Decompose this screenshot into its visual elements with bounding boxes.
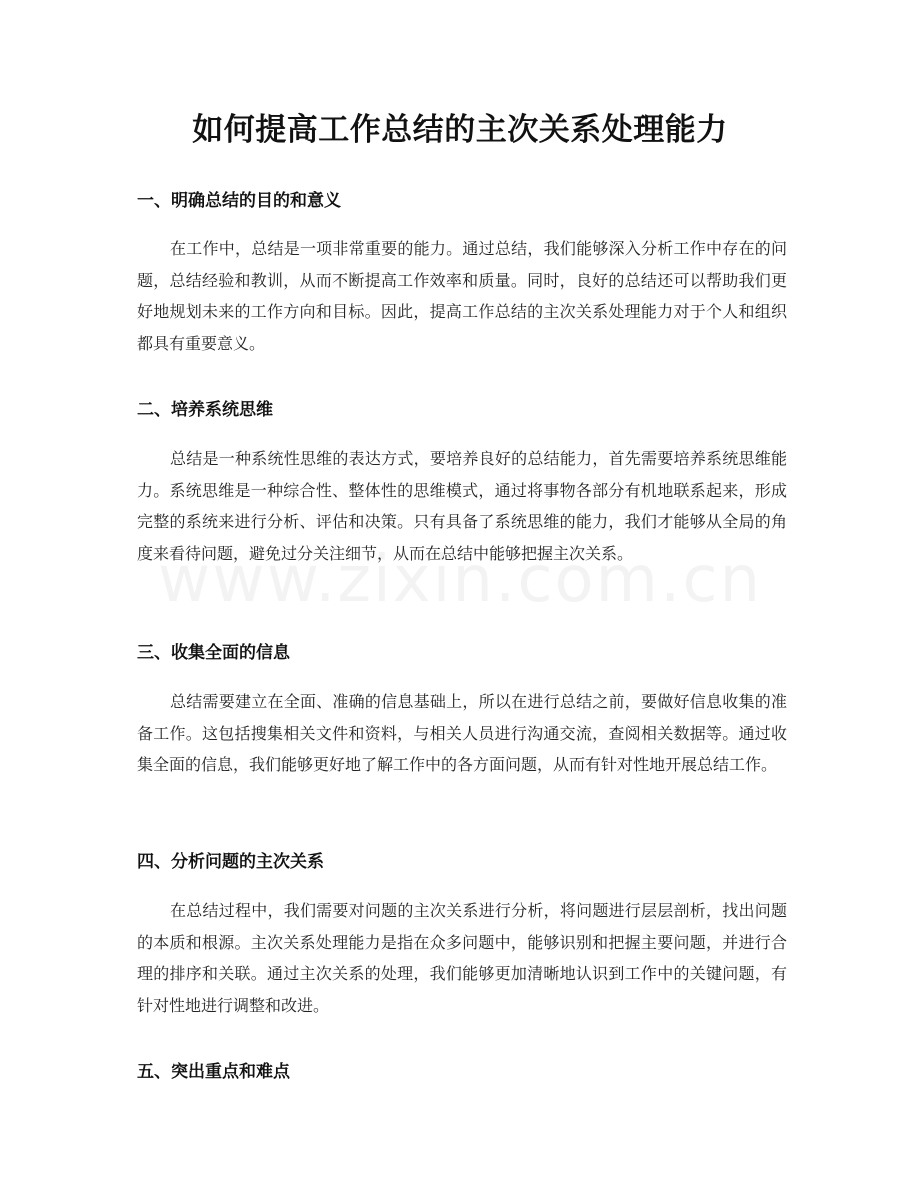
section-body-1: 在工作中，总结是一项非常重要的能力。通过总结，我们能够深入分析工作中存在的问题，总结经验和教训，从而不断提高工作效率和质量。同时，良好的总结还可以帮助我们更好地规划未来的工作方向和目标。因此，提高工作总结的主次关系处理能力对于个人和组织都具有重要意义。 [137,239,787,353]
section-heading-5: 五、突出重点和难点 [137,1062,290,1082]
section-heading-4: 四、分析问题的主次关系 [137,852,324,872]
section-body-3: 总结需要建立在全面、准确的信息基础上，所以在进行总结之前，要做好信息收集的准备工作。这包括搜集相关文件和资料，与相关人员进行沟通交流，查阅相关数据等。通过收集全面的信息，我们能够更好地了解工作中的各方面问题，从而有针对性地开展总结工作。 [137,692,787,774]
section-heading-1: 一、明确总结的目的和意义 [137,191,341,211]
document-title: 如何提高工作总结的主次关系处理能力 [192,112,728,148]
section-heading-3: 三、收集全面的信息 [137,643,290,663]
section-body-4: 在总结过程中，我们需要对问题的主次关系进行分析，将问题进行层层剖析，找出问题的本质和根源。主次关系处理能力是指在众多问题中，能够识别和把握主要问题，并进行合理的排序和关联。通过主次关系的处理，我们能够更加清晰地认识到工作中的关键问题，有针对性地进行调整和改进。 [137,901,787,1015]
section-body-2: 总结是一种系统性思维的表达方式，要培养良好的总结能力，首先需要培养系统思维能力。系统思维是一种综合性、整体性的思维模式，通过将事物各部分有机地联系起来，形成完整的系统来进行分析、评估和决策。只有具备了系统思维的能力，我们才能够从全局的角度来看待问题，避免过分关注细节，从而在总结中能够把握主次关系。 [137,449,787,563]
section-heading-2: 二、培养系统思维 [137,400,273,420]
